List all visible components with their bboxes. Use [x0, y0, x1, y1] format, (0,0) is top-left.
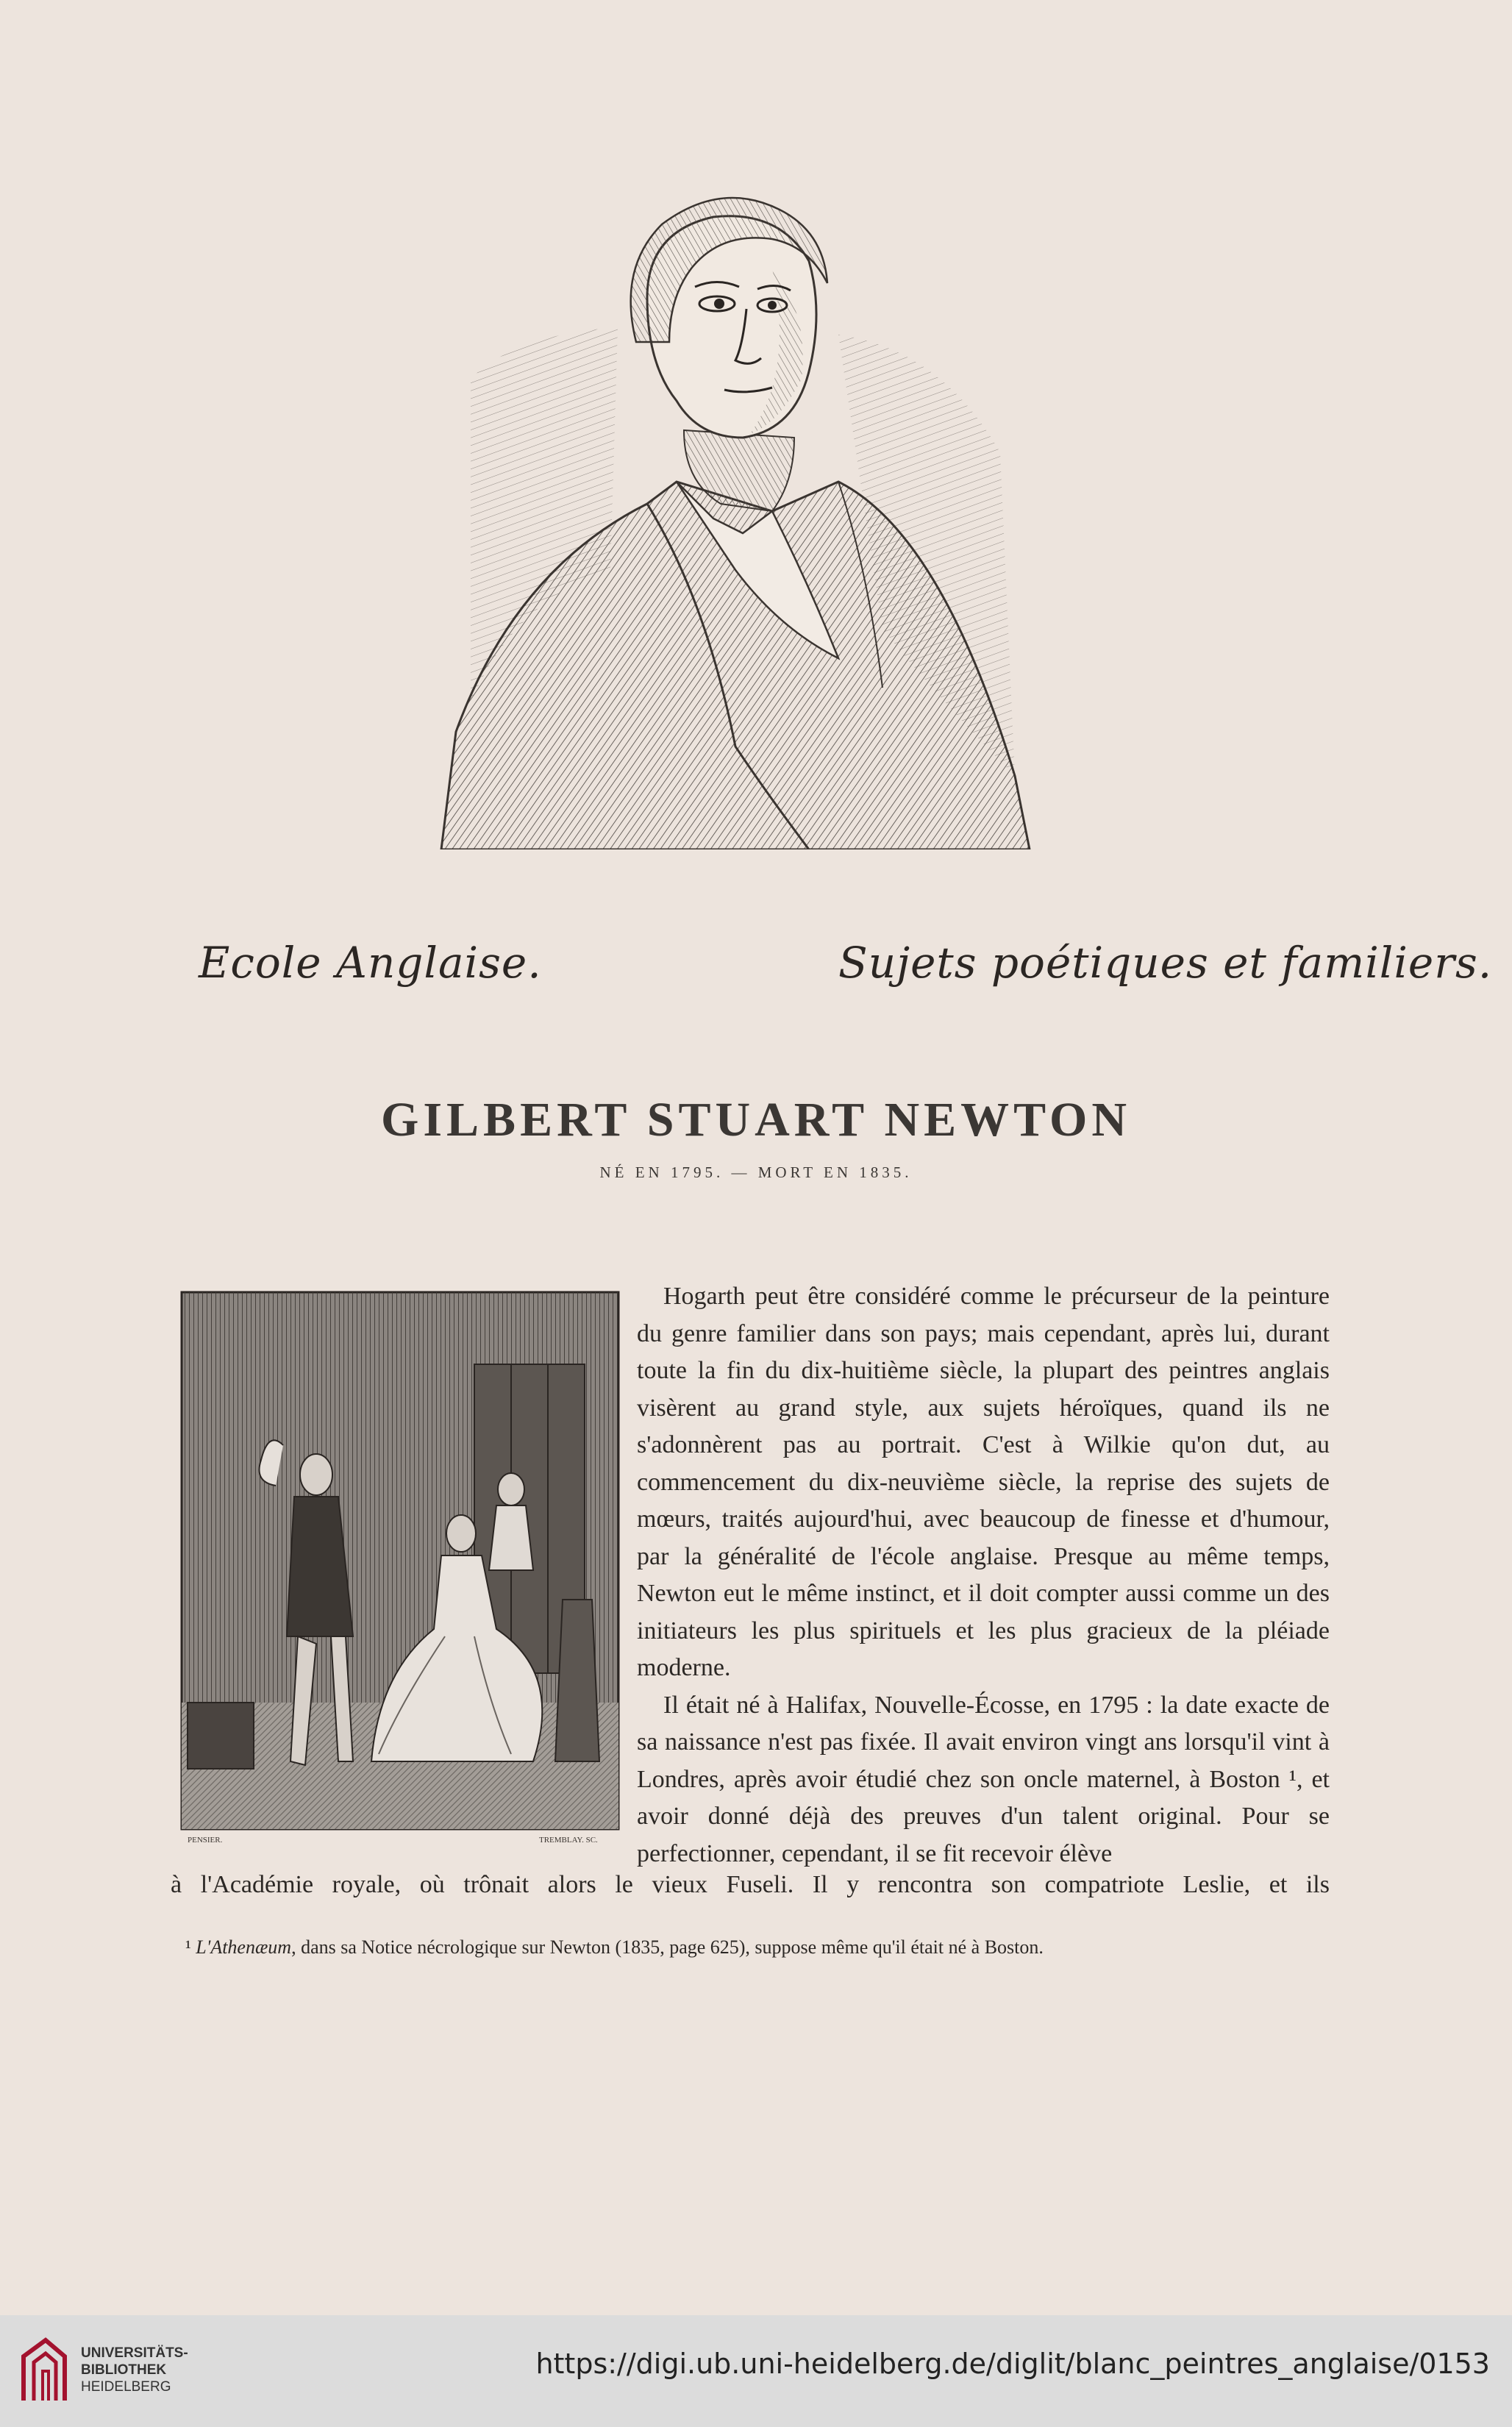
- library-logo-icon[interactable]: [16, 2334, 72, 2408]
- vignette-signature-right: TREMBLAY. SC.: [539, 1836, 598, 1845]
- footnote-mark: ¹: [185, 1936, 191, 1958]
- section-label-genre: Sujets poétiques et familiers.: [838, 938, 1493, 988]
- library-name-line: BIBLIOTHEK: [81, 2362, 167, 2378]
- library-name-line: UNIVERSITÄTS-: [81, 2345, 188, 2361]
- footnote: [185, 1936, 1362, 1959]
- article-body: [637, 1278, 1330, 1872]
- library-name-line: HEIDELBERG: [81, 2379, 171, 2395]
- scene-illustration: [180, 1291, 620, 1846]
- footnote-source: L'Athenæum: [196, 1936, 292, 1958]
- paragraph: Il était né à Halifax, Nouvelle-Écosse, en 1795 : la date exacte de sa naissance n'est pas fixée. Il avait environ vingt ans lorsqu'il vint à Londres, après avoir étudié chez son oncle maternel, à Boston ¹, et avoir donné déjà des preuves d'un talent original. Pour se perfectionner, cependant, il se fit recevoir élève: [637, 1691, 1330, 1867]
- portrait-engraving: [427, 188, 1059, 849]
- article-dates: NÉ EN 1795. — MORT EN 1835.: [599, 1163, 913, 1181]
- portrait-illustration: [427, 188, 1059, 849]
- page-url[interactable]: https://digi.ub.uni-heidelberg.de/diglit/blanc_peintres_anglaise/0153: [535, 2348, 1490, 2380]
- scene-engraving: [180, 1291, 620, 1846]
- viewer-footer: [0, 2315, 1512, 2427]
- library-name[interactable]: [81, 2345, 188, 2395]
- footnote-text: , dans sa Notice nécrologique sur Newton (1835, page 625), suppose même qu'il était né à Boston.: [291, 1936, 1044, 1958]
- paragraph: Hogarth peut être considéré comme le précurseur de la peinture du genre familier dans son pays; mais cependant, après lui, durant toute la fin du dix-huitième siècle, la plupart des peintres anglais visèrent au grand style, aux sujets héroïques, quand ils ne s'adonnèrent pas au portrait. C'est à Wilkie qu'on dut, au commencement du dix-neuvième siècle, la reprise des sujets de mœurs, traités aujourd'hui, avec beaucoup de finesse et d'humour, par la généralité de l'école anglaise. Presque au même temps, Newton eut le même instinct, et il doit compter aussi comme un des initiateurs les plus spirituels et les plus gracieux de la pléiade moderne.: [637, 1283, 1330, 1681]
- vignette-signature-left: PENSIER.: [188, 1836, 223, 1845]
- article-title: GILBERT STUART NEWTON: [381, 1093, 1131, 1147]
- section-label-school: Ecole Anglaise.: [199, 938, 542, 988]
- article-body-continued: à l'Académie royale, où trônait alors le vieux Fuseli. Il y rencontra son compatriote Leslie, et ils: [171, 1871, 1330, 1898]
